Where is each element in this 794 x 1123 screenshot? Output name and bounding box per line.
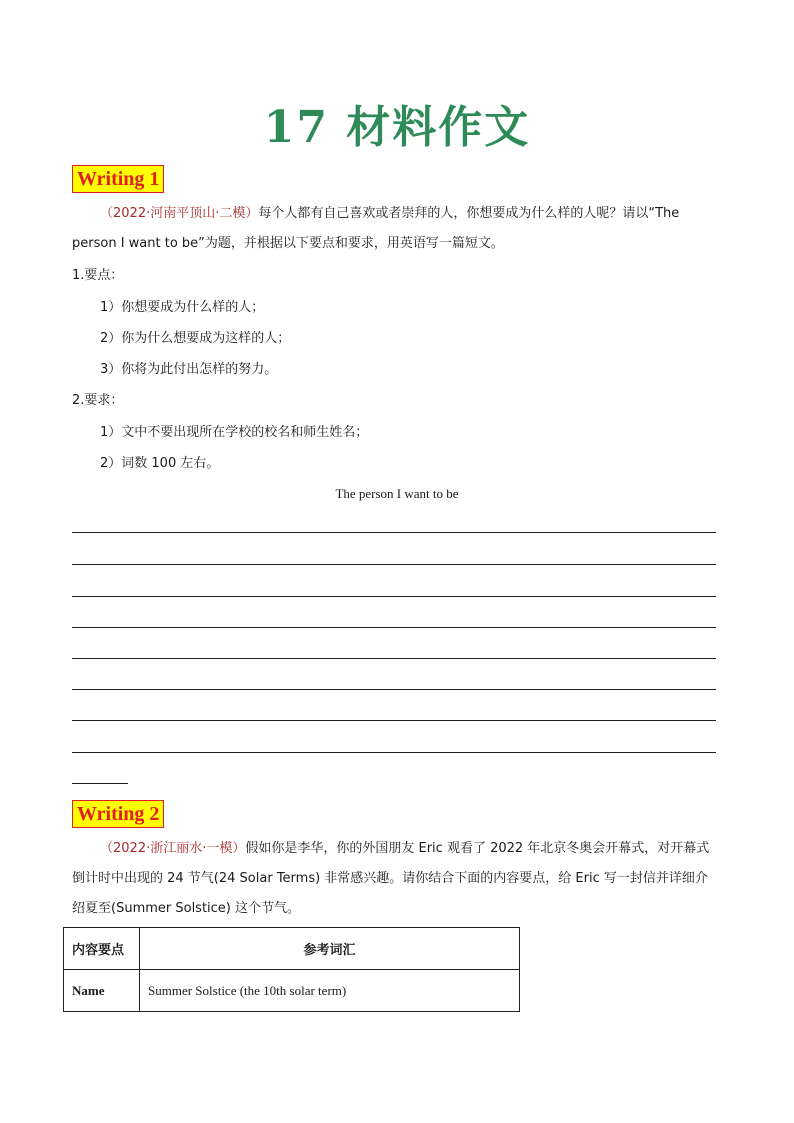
answer-line (72, 627, 716, 628)
essay-title: The person I want to be (335, 486, 459, 501)
point-item: 3）你将为此付出怎样的努力。 (100, 362, 278, 377)
writing-2-source: （2022·浙江丽水·一模） (100, 841, 246, 856)
point-item: 2）你为什么想要成为这样的人； (100, 331, 291, 346)
writing-2-prompt (72, 834, 716, 924)
requirement-item: 1）文中不要出现所在学校的校名和师生姓名； (100, 425, 369, 440)
answer-line (72, 532, 716, 533)
answer-line (72, 689, 716, 690)
table-header-points: 内容要点 (64, 928, 140, 970)
answer-line (72, 596, 716, 597)
writing-2-prompt-text: 假如你是李华，你的外国朋友 Eric 观看了 2022 年北京冬奥会开幕式，对开幕式倒计时中出现的 24 节气(24 Solar Terms) 非常感兴趣。请你结合下面的内容要点，给 Eric 写一封信并详细介绍夏至(Summer Solstice) 这个节气。 (72, 841, 710, 916)
requirements-label: 2.要求： (72, 393, 124, 408)
writing-1-prompt-text: 每个人都有自己喜欢或者崇拜的人，你想要成为什么样的人呢？请以“The person I want to be”为题，并根据以下要点和要求，用英语写一篇短文。 (72, 206, 680, 251)
reference-table (63, 927, 520, 1012)
writing-2-heading: Writing 2 (72, 800, 164, 828)
table-cell-value: Summer Solstice (the 10th solar term) (140, 970, 520, 1012)
writing-1-heading: Writing 1 (72, 165, 164, 193)
table-header-vocab: 参考词汇 (140, 928, 520, 970)
answer-line (72, 752, 716, 753)
answer-line-short (72, 783, 128, 784)
writing-1-source: （2022·河南平顶山·二模） (100, 206, 259, 221)
requirement-item: 2）词数 100 左右。 (100, 456, 220, 471)
answer-line (72, 658, 716, 659)
table-header-row (64, 928, 520, 970)
answer-line (72, 720, 716, 721)
points-label: 1.要点： (72, 268, 124, 283)
table-row (64, 970, 520, 1012)
point-item: 1）你想要成为什么样的人； (100, 300, 265, 315)
page-title: 17 材料作文 (263, 102, 531, 153)
table-cell-label: Name (64, 970, 140, 1012)
answer-line (72, 564, 716, 565)
writing-1-prompt (72, 199, 716, 259)
